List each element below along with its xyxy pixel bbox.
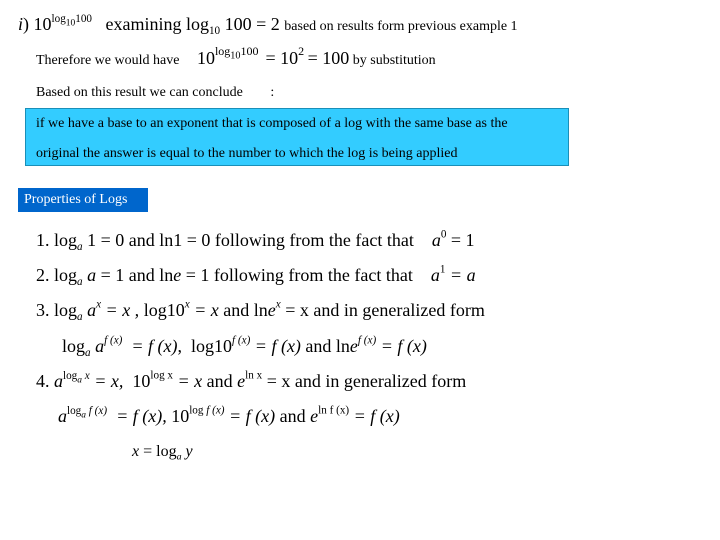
- p2-num: 2.: [36, 265, 50, 285]
- based-colon: :: [270, 85, 275, 100]
- property-3: 3. $\log_a a^x = x$ , log10$^x$ = x and lne$^x$ = x and in generalized form: [36, 298, 485, 323]
- p4g-log: log: [67, 404, 82, 417]
- highlight-line-1: if we have a base to an exponent that is composed of a log with the same base as the: [36, 116, 508, 131]
- property-3-general: $\log_a a^{f (x)} = f$ (x), $\log 10^{f (x)} = f$ (x) and lne$^{f (x)}$ = f (x): [62, 334, 427, 359]
- p1-base: a: [77, 240, 83, 253]
- paren: ): [23, 14, 30, 34]
- therefore-base: 10: [196, 48, 215, 68]
- examining-eq: 100 = 2: [224, 14, 280, 34]
- part-i-line: [18, 14, 518, 35]
- p1-ln: ln1 = 0 following from the fact that: [159, 230, 414, 250]
- therefore-log-sub: 10: [230, 50, 241, 62]
- p2-end: = a: [449, 265, 476, 285]
- p4-and: and: [206, 371, 233, 391]
- property-2: 2. $\log_a a = 1$ and lne = 1 following from the fact that $a^1 = a$: [36, 263, 476, 288]
- p3-tail: = x and in generalized form: [285, 300, 485, 320]
- therefore-log: log: [214, 44, 231, 58]
- p2-mid: = 1 following from the fact that: [185, 265, 413, 285]
- p4g-fx: f (x): [88, 404, 108, 417]
- based-text: Based on this result we can conclude: [36, 85, 243, 100]
- highlight-box: [25, 108, 569, 166]
- p4g-and: and: [279, 406, 306, 426]
- therefore-tail: by substitution: [352, 53, 436, 68]
- p4g-eq: = f (x),: [116, 406, 167, 426]
- part-label: i: [18, 14, 24, 34]
- therefore-eq1: = 10: [265, 48, 299, 68]
- p3g-and: and ln: [305, 336, 350, 356]
- p3-log10: log10: [143, 300, 185, 320]
- p3-eqx: = x ,: [105, 300, 140, 320]
- section-title: Properties of Logs: [18, 188, 148, 212]
- log-sub: 10: [65, 17, 76, 28]
- p3g-comma: ,: [177, 336, 182, 356]
- p1-sup: 0: [440, 228, 447, 241]
- definition-line: [132, 443, 193, 461]
- highlight-line-2: original the answer is equal to the number to which the log is being applied: [36, 146, 458, 161]
- log-word: log: [51, 12, 66, 25]
- therefore-eq1-sup: 2: [298, 44, 305, 58]
- p3g-exp1: f (x): [104, 334, 123, 347]
- def-y: y: [185, 443, 193, 460]
- p4-sub: a: [77, 374, 82, 385]
- examining-sub: 10: [208, 24, 221, 37]
- property-4-general: $a^{log_a f (x)} = f$ (x), $10^{log f (x)} = f$ (x) and $e^{ln f (x)} = f$ (x): [58, 404, 400, 426]
- p3-num: 3.: [36, 300, 50, 320]
- p4-x: x: [84, 369, 90, 382]
- part-i-tail: based on results form previous example 1: [284, 19, 518, 34]
- p4-ten: 10: [132, 371, 151, 391]
- examining-text: examining log: [105, 14, 209, 34]
- p2-base: a: [77, 275, 83, 288]
- p3-and: and ln: [223, 300, 268, 320]
- p2-body: = 1 and: [100, 265, 155, 285]
- therefore-eq2: = 100: [307, 48, 350, 68]
- p2-ln: ln: [159, 265, 174, 285]
- therefore-line: [36, 44, 436, 69]
- p4-num: 4.: [36, 371, 50, 391]
- p3-exp: x: [96, 298, 102, 311]
- based-line: [36, 85, 274, 101]
- def-x: x: [132, 443, 140, 460]
- p2-sup: 1: [439, 263, 446, 276]
- therefore-text: Therefore we would have: [36, 53, 180, 68]
- p1-body: 1 = 0 and: [87, 230, 155, 250]
- p1-end: = 1: [450, 230, 475, 250]
- p2-e: e: [173, 265, 182, 285]
- p4-log: log: [63, 369, 78, 382]
- p4-eqx: = x,: [94, 371, 124, 391]
- log-arg: 100: [75, 12, 92, 25]
- power-base: 10: [33, 14, 52, 34]
- p4-lnx: ln x: [245, 369, 263, 382]
- p4-tail: = x and in generalized form: [266, 371, 467, 391]
- p4g-lnfx: ln f (x): [318, 404, 350, 417]
- property-1: 1. $\log_a 1 = 0$ and ln1 = 0 following from the fact that $a^0 = 1$: [36, 228, 475, 253]
- therefore-log-arg: 100: [240, 44, 259, 58]
- p4-logx: log x: [150, 369, 174, 382]
- def-sub: a: [176, 451, 182, 463]
- def-eq: = log: [143, 443, 177, 460]
- p1-num: 1.: [36, 230, 50, 250]
- property-4: 4. $a^{log_a x} = x$, $10^{log x} = x$ and $e^{ln x} = x$ and in generalized form: [36, 369, 467, 391]
